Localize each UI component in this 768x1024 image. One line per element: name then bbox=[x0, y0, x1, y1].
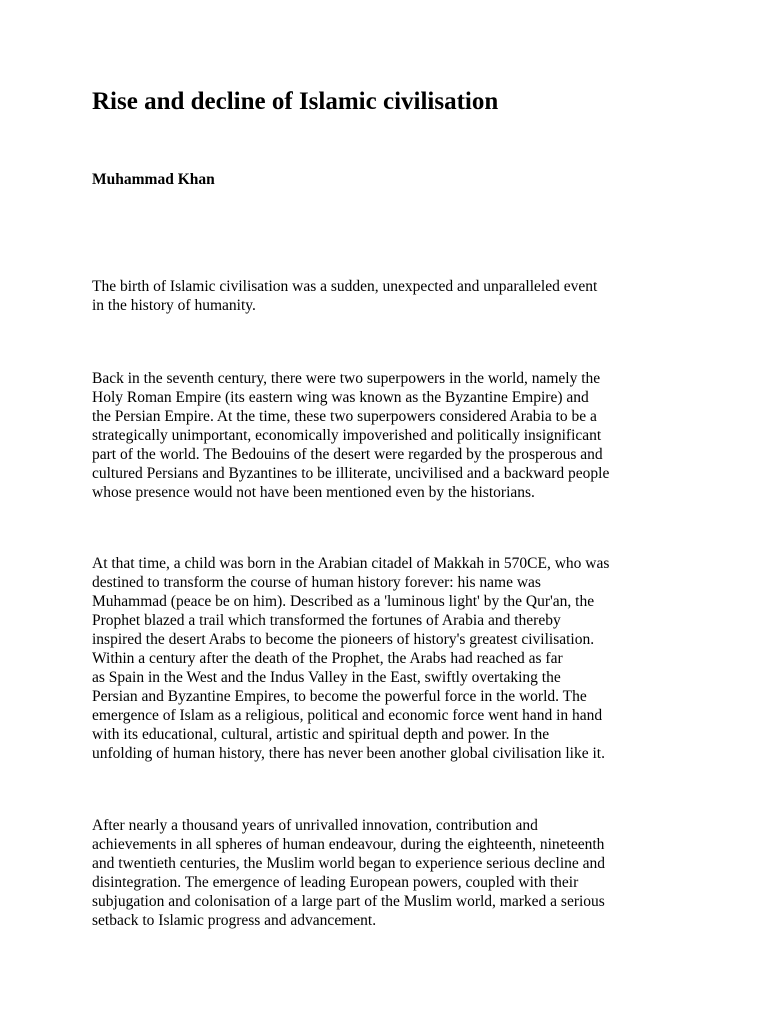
paragraph bbox=[92, 816, 605, 930]
paragraph-line: whose presence would not have been mentioned even by the historians. bbox=[92, 484, 535, 501]
paragraph-line: inspired the desert Arabs to become the pioneers of history's greatest civilisation. bbox=[92, 631, 595, 648]
paragraph-line: The birth of Islamic civilisation was a sudden, unexpected and unparalleled event bbox=[92, 278, 598, 295]
paragraph-line: Persian and Byzantine Empires, to become the powerful force in the world. The bbox=[92, 688, 587, 705]
paragraph bbox=[92, 369, 609, 502]
paragraph-line: emergence of Islam as a religious, political and economic force went hand in hand bbox=[92, 707, 603, 724]
paragraph-line: setback to Islamic progress and advancement. bbox=[92, 912, 377, 929]
paragraph-line: with its educational, cultural, artistic and spiritual depth and power. In the bbox=[92, 726, 550, 743]
paragraph-line: part of the world. The Bedouins of the desert were regarded by the prosperous and bbox=[92, 446, 603, 463]
paragraph-line: After nearly a thousand years of unrivalled innovation, contribution and bbox=[92, 817, 538, 834]
paragraph-line: achievements in all spheres of human endeavour, during the eighteenth, nineteenth bbox=[92, 836, 605, 853]
paragraph-line: Muhammad (peace be on him). Described as a 'luminous light' by the Qur'an, the bbox=[92, 593, 595, 610]
paragraph-line: disintegration. The emergence of leading European powers, coupled with their bbox=[92, 874, 579, 891]
paragraph-line: cultured Persians and Byzantines to be illiterate, uncivilised and a backward people bbox=[92, 465, 610, 482]
paragraph bbox=[92, 277, 597, 315]
paragraph-line: subjugation and colonisation of a large part of the Muslim world, marked a serious bbox=[92, 893, 605, 910]
paragraph-line: At that time, a child was born in the Arabian citadel of Makkah in 570CE, who was bbox=[92, 555, 610, 572]
article-title: Rise and decline of Islamic civilisation bbox=[92, 88, 499, 115]
paragraph-line: as Spain in the West and the Indus Valley in the East, swiftly overtaking the bbox=[92, 669, 561, 686]
paragraph-line: Prophet blazed a trail which transformed the fortunes of Arabia and thereby bbox=[92, 612, 561, 629]
paragraph-line: in the history of humanity. bbox=[92, 297, 256, 314]
paragraph-line: Within a century after the death of the Prophet, the Arabs had reached as far bbox=[92, 650, 563, 667]
paragraph-line: and twentieth centuries, the Muslim world began to experience serious decline and bbox=[92, 855, 606, 872]
paragraph-line: the Persian Empire. At the time, these two superpowers considered Arabia to be a bbox=[92, 408, 597, 425]
paragraph bbox=[92, 554, 609, 763]
paragraph-line: Holy Roman Empire (its eastern wing was known as the Byzantine Empire) and bbox=[92, 389, 589, 406]
paragraph-line: strategically unimportant, economically impoverished and politically insignificant bbox=[92, 427, 602, 444]
paragraph-line: destined to transform the course of human history forever: his name was bbox=[92, 574, 541, 591]
article-author: Muhammad Khan bbox=[92, 171, 215, 188]
paragraph-line: unfolding of human history, there has never been another global civilisation like it. bbox=[92, 745, 605, 762]
paragraph-line: Back in the seventh century, there were two superpowers in the world, namely the bbox=[92, 370, 601, 387]
